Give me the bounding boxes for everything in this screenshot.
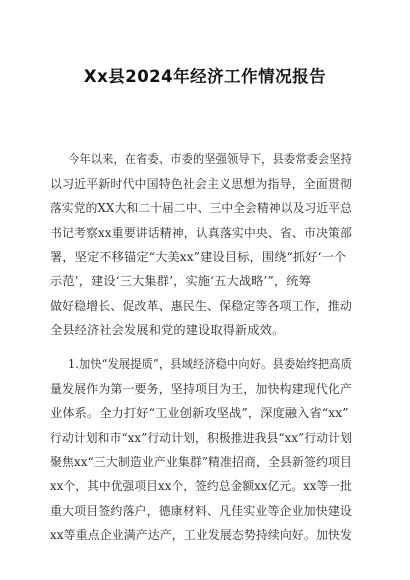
paragraph-line: 1.加快“发展提质”，县域经济稳中向好。县委始终把高质 [68, 357, 352, 371]
document-title: Xx县2024年经济工作情况报告 [83, 67, 327, 86]
paragraph-line: 量发展作为第一要务，坚持项目为王，加快构建现代化产 [50, 382, 352, 396]
paragraph-line: 重大项目签约落户，德康材料、凡佳实业等企业加快建设 [50, 504, 352, 518]
paragraph-line: 业体系。全力打好“工业创新攻坚战”，深度融入省“xx” [50, 406, 349, 420]
paragraph-line: xx等重点企业满产达产，工业发展态势持续向好。加快发 [50, 528, 352, 542]
paragraph-line: 书记考察xx重要讲话精神，认真落实中央、省、市决策部 [50, 226, 352, 240]
paragraph-line: 今年以来，在省委、市委的坚强领导下，县委常委会坚持 [68, 152, 352, 166]
paragraph-line: 署，坚定不移锚定“大美xx”建设目标，围绕“抓好‘一个 [50, 250, 347, 264]
paragraph-line: 行动计划和市“xx”行动计划，积极推进我县“xx”行动计划 [50, 431, 352, 445]
paragraph-line: 示范’，建设‘三大集群’，实施‘五大战略’”，统筹 [50, 274, 311, 288]
paragraph-line: xx个，其中优强项目xx个，签约总金额xx亿元。xx等一批 [50, 479, 352, 493]
paragraph-line: 聚焦xx“三大制造业产业集群”精准招商，全县新签约项目 [50, 455, 352, 469]
paragraph-line: 做好稳增长、促改革、惠民生、保稳定等各项工作，推动 [50, 299, 352, 313]
paragraph-line: 全县经济社会发展和党的建设取得新成效。 [50, 323, 285, 337]
paragraph-line: 落实党的XX大和二十届二中、三中全会精神以及习近平总 [50, 201, 352, 215]
paragraph-line: 以习近平新时代中国特色社会主义思想为指导，全面贯彻 [50, 177, 352, 191]
